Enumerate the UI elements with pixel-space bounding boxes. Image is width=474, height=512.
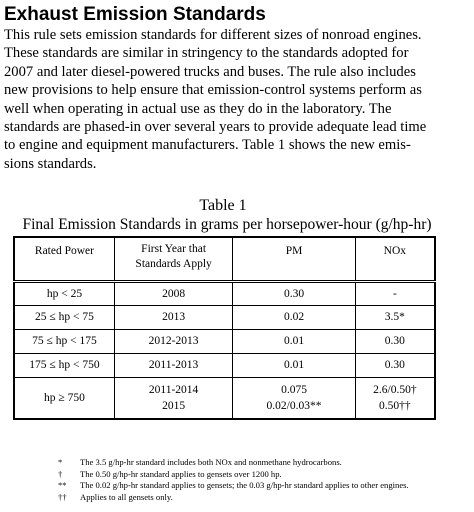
table-row [14, 281, 435, 305]
table-footnotes [58, 457, 468, 503]
footnote-text: The 0.02 g/hp-hr standard applies to gensets; the 0.03 g/hp-hr standard applies to other engines. [80, 480, 409, 490]
footnote-text: The 3.5 g/hp-hr standard includes both NOx and nonmethane hydrocarbons. [80, 457, 342, 467]
footnote-text: The 0.50 g/hp-hr standard applies to gensets over 1200 hp. [80, 468, 282, 479]
intro-line: to engine and equipment manufacturers. Table 1 shows the new emis- [4, 137, 411, 154]
cell-pm: 0.075 0.02/0.03** [233, 377, 355, 419]
table-row [14, 329, 435, 353]
header-rated-power: Rated Power [14, 237, 114, 281]
intro-line: sions standards. [4, 155, 97, 172]
cell-pm: 0.01 [233, 329, 355, 353]
footnote-symbol: †† [58, 491, 67, 502]
intro-line: These standards are similar in stringency to the standards adopted for [4, 45, 409, 62]
intro-line: 2007 and later diesel-powered trucks and buses. The rule also includes [4, 63, 416, 80]
cell-power: 175 ≤ hp < 750 [14, 353, 114, 377]
footnote [58, 480, 468, 492]
footnote-symbol: † [58, 468, 63, 479]
intro-line: well when operating in actual use as they do in the laboratory. The [4, 100, 392, 117]
cell-power: 25 ≤ hp < 75 [14, 305, 114, 329]
cell-nox: - [355, 281, 435, 305]
cell-power: hp < 25 [14, 281, 114, 305]
cell-nox: 0.30 [355, 329, 435, 353]
table-title: Final Emission Standards in grams per horsepower-hour (g/hp-hr) [22, 216, 432, 233]
cell-nox: 2.6/0.50† 0.50†† [355, 377, 435, 419]
table-row [14, 377, 435, 419]
footnote [58, 492, 468, 504]
cell-nox: 0.30 [355, 353, 435, 377]
header-pm: PM [233, 237, 355, 281]
table-row [14, 305, 435, 329]
page-heading: Exhaust Emission Standards [4, 4, 266, 25]
footnote-symbol: ** [58, 480, 67, 490]
table-label: Table 1 [199, 197, 247, 214]
emission-standards-table [13, 236, 436, 420]
footnote [58, 469, 468, 481]
cell-year: 2008 [114, 281, 232, 305]
intro-paragraph [4, 26, 470, 173]
table-header-row [14, 237, 435, 281]
cell-year: 2013 [114, 305, 232, 329]
footnote-symbol: * [58, 457, 63, 467]
header-nox: NOx [355, 237, 435, 281]
header-first-year: First Year that Standards Apply [114, 237, 232, 281]
intro-line: This rule sets emission standards for different sizes of nonroad engines. [4, 27, 422, 43]
cell-pm: 0.01 [233, 353, 355, 377]
table-row [14, 353, 435, 377]
intro-line: new provisions to help ensure that emission-control systems perform as [4, 82, 422, 99]
cell-pm: 0.30 [233, 281, 355, 305]
cell-year: 2012-2013 [114, 329, 232, 353]
cell-year: 2011-2013 [114, 353, 232, 377]
cell-pm: 0.02 [233, 305, 355, 329]
cell-nox: 3.5* [355, 305, 435, 329]
cell-power: hp ≥ 750 [14, 377, 114, 419]
intro-line: standards are phased-in over several years to provide adequate lead time [4, 119, 427, 136]
cell-year: 2011-2014 2015 [114, 377, 232, 419]
cell-power: 75 ≤ hp < 175 [14, 329, 114, 353]
footnote-text: Applies to all gensets only. [80, 491, 173, 502]
footnote [58, 457, 468, 469]
